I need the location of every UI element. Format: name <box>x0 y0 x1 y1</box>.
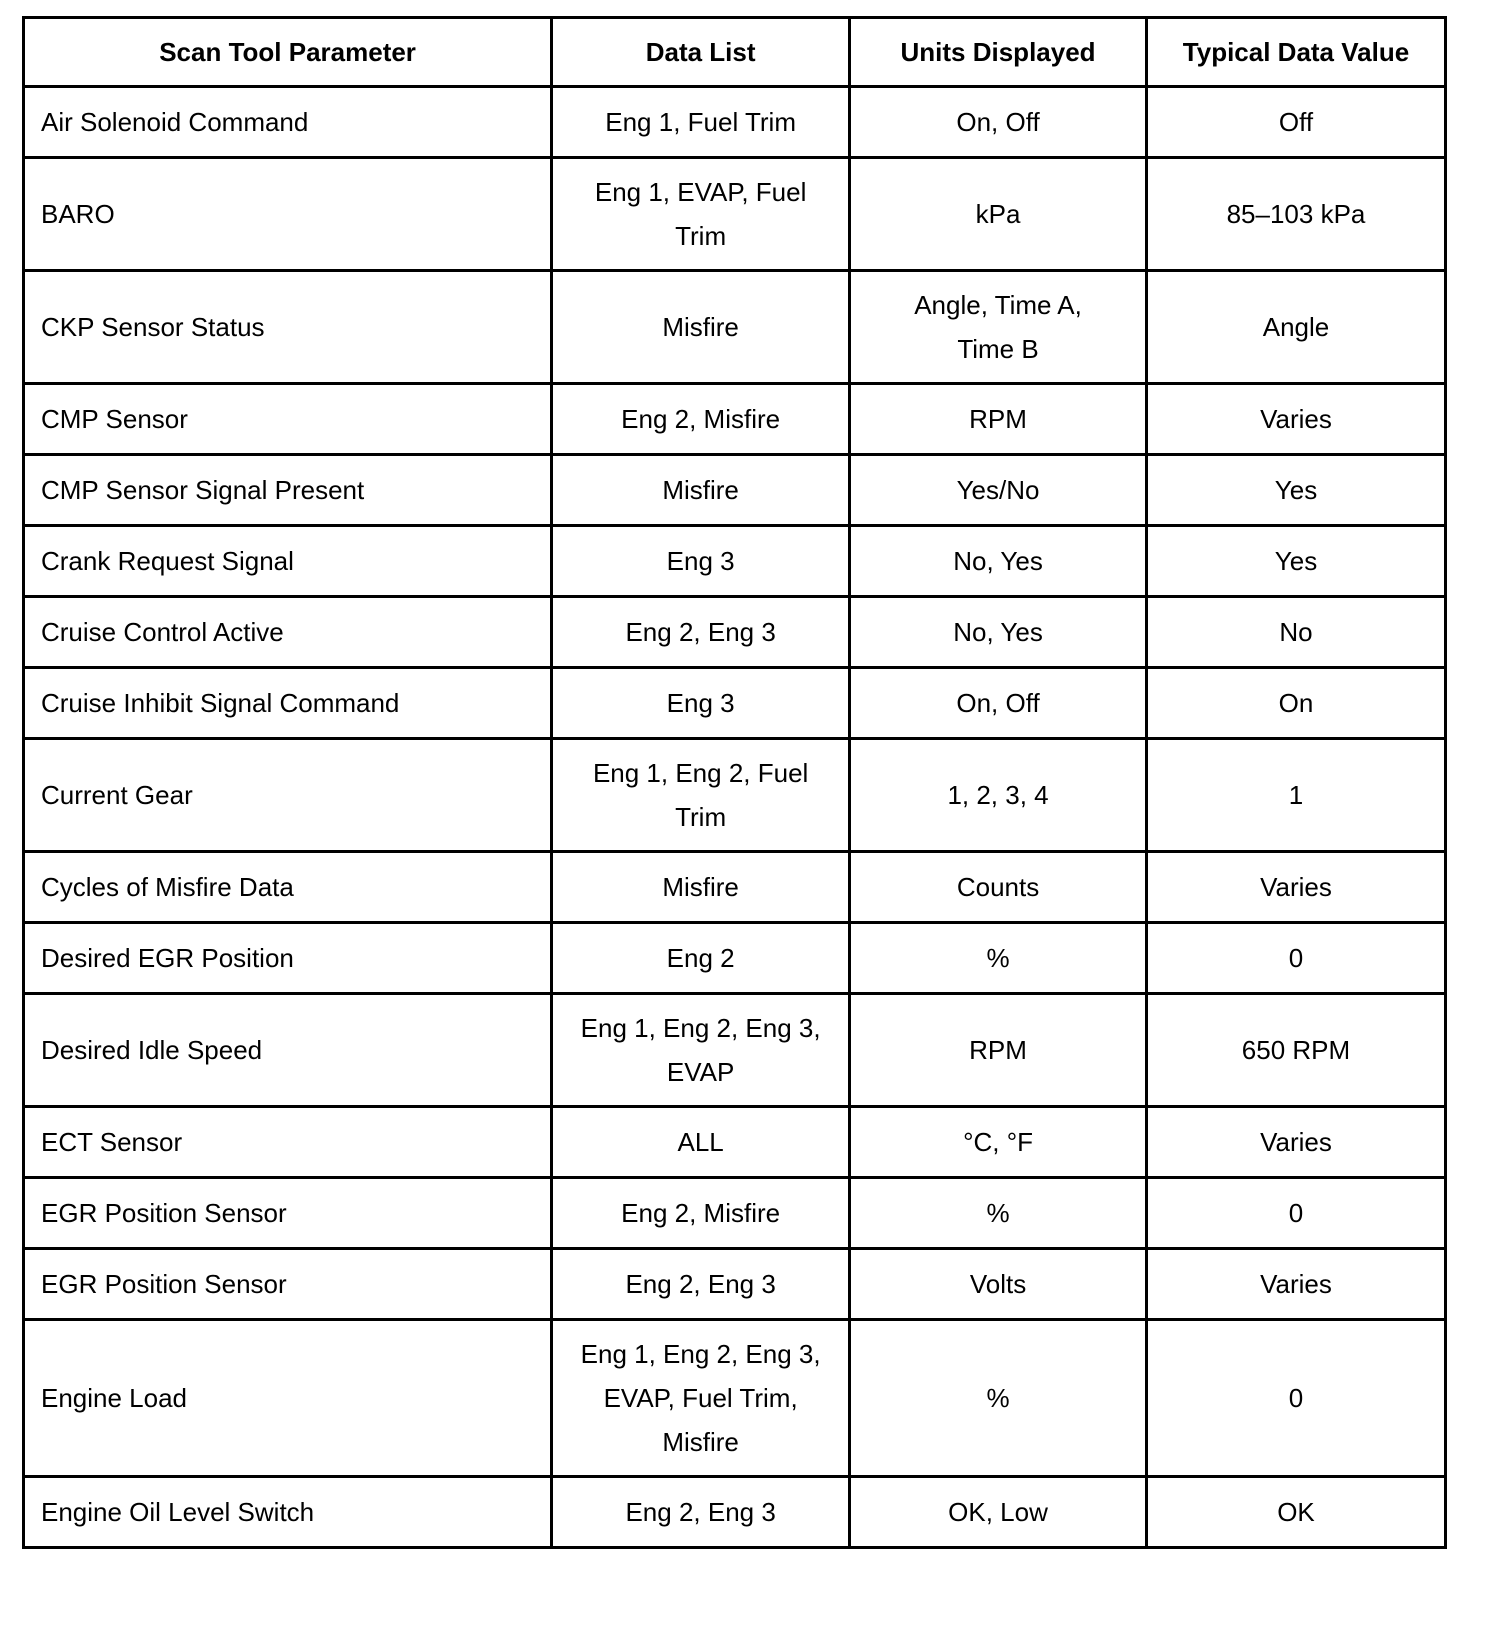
data-list-text: Eng 1, Eng 2, Fuel Trim <box>592 758 809 832</box>
units-cell: No, Yes <box>850 597 1147 668</box>
typical-value-cell: Varies <box>1146 1249 1445 1320</box>
units-cell <box>850 271 1147 384</box>
header-row <box>24 18 1446 87</box>
parameter-cell: Desired EGR Position <box>24 923 552 994</box>
typical-value-cell: Angle <box>1146 271 1445 384</box>
units-cell: On, Off <box>850 668 1147 739</box>
typical-value-cell: 1 <box>1146 739 1445 852</box>
header-data-list: Data List <box>552 18 850 87</box>
parameter-cell: Desired Idle Speed <box>24 994 552 1107</box>
header-scan-tool-parameter: Scan Tool Parameter <box>24 18 552 87</box>
data-list-text: Eng 1, Eng 2, Eng 3, EVAP, Fuel Trim, Misfire <box>580 1339 821 1457</box>
units-cell: % <box>850 923 1147 994</box>
data-list-cell: Eng 1, Fuel Trim <box>552 87 850 158</box>
table-row <box>24 384 1446 455</box>
parameter-cell: Cycles of Misfire Data <box>24 852 552 923</box>
units-cell: No, Yes <box>850 526 1147 597</box>
typical-value-cell: Yes <box>1146 526 1445 597</box>
table-row <box>24 1249 1446 1320</box>
scan-tool-data-table <box>22 16 1447 1549</box>
table-row <box>24 1477 1446 1548</box>
data-list-cell <box>552 994 850 1107</box>
table-row <box>24 739 1446 852</box>
table-row <box>24 597 1446 668</box>
table-row <box>24 852 1446 923</box>
typical-value-cell: No <box>1146 597 1445 668</box>
units-cell: °C, °F <box>850 1107 1147 1178</box>
parameter-cell: Engine Load <box>24 1320 552 1477</box>
typical-value-cell: 0 <box>1146 1178 1445 1249</box>
table-row <box>24 271 1446 384</box>
data-list-cell: Eng 3 <box>552 668 850 739</box>
data-list-cell: Eng 2, Misfire <box>552 384 850 455</box>
data-list-cell: Misfire <box>552 455 850 526</box>
units-cell: Yes/No <box>850 455 1147 526</box>
table-row <box>24 1320 1446 1477</box>
typical-value-cell: 85–103 kPa <box>1146 158 1445 271</box>
table-header <box>24 18 1446 87</box>
table-row <box>24 1178 1446 1249</box>
parameter-cell: ECT Sensor <box>24 1107 552 1178</box>
data-list-cell: Eng 2, Eng 3 <box>552 1477 850 1548</box>
table-row <box>24 923 1446 994</box>
typical-value-cell: Varies <box>1146 852 1445 923</box>
typical-value-cell: Off <box>1146 87 1445 158</box>
parameter-cell: CMP Sensor Signal Present <box>24 455 552 526</box>
typical-value-cell: 0 <box>1146 1320 1445 1477</box>
typical-value-cell: OK <box>1146 1477 1445 1548</box>
data-list-cell: Eng 2, Eng 3 <box>552 597 850 668</box>
parameter-cell: Cruise Control Active <box>24 597 552 668</box>
data-list-cell: Eng 2 <box>552 923 850 994</box>
data-list-cell: Misfire <box>552 271 850 384</box>
units-cell: Volts <box>850 1249 1147 1320</box>
parameter-cell: Cruise Inhibit Signal Command <box>24 668 552 739</box>
table-row <box>24 87 1446 158</box>
parameter-cell: EGR Position Sensor <box>24 1249 552 1320</box>
parameter-cell: Air Solenoid Command <box>24 87 552 158</box>
data-list-cell <box>552 739 850 852</box>
units-cell: Counts <box>850 852 1147 923</box>
typical-value-cell: 650 RPM <box>1146 994 1445 1107</box>
table-row <box>24 668 1446 739</box>
parameter-cell: Crank Request Signal <box>24 526 552 597</box>
parameter-cell: Current Gear <box>24 739 552 852</box>
table-row <box>24 455 1446 526</box>
typical-value-cell: Varies <box>1146 1107 1445 1178</box>
typical-value-cell: 0 <box>1146 923 1445 994</box>
parameter-cell: EGR Position Sensor <box>24 1178 552 1249</box>
data-list-cell: ALL <box>552 1107 850 1178</box>
typical-value-cell: Varies <box>1146 384 1445 455</box>
header-units-displayed: Units Displayed <box>850 18 1147 87</box>
units-cell: RPM <box>850 994 1147 1107</box>
data-list-cell <box>552 158 850 271</box>
units-cell: kPa <box>850 158 1147 271</box>
units-cell: OK, Low <box>850 1477 1147 1548</box>
table-row <box>24 994 1446 1107</box>
parameter-cell: CMP Sensor <box>24 384 552 455</box>
units-cell: % <box>850 1178 1147 1249</box>
units-cell: 1, 2, 3, 4 <box>850 739 1147 852</box>
table-body <box>24 87 1446 1548</box>
typical-value-cell: Yes <box>1146 455 1445 526</box>
data-list-text: Eng 1, EVAP, Fuel Trim <box>594 177 807 251</box>
header-typical-data-value: Typical Data Value <box>1146 18 1445 87</box>
data-list-cell <box>552 1320 850 1477</box>
parameter-cell: CKP Sensor Status <box>24 271 552 384</box>
data-list-cell: Eng 3 <box>552 526 850 597</box>
data-list-cell: Misfire <box>552 852 850 923</box>
data-list-cell: Eng 2, Eng 3 <box>552 1249 850 1320</box>
table-row <box>24 1107 1446 1178</box>
units-text: Angle, Time A, Time B <box>914 290 1082 364</box>
data-list-cell: Eng 2, Misfire <box>552 1178 850 1249</box>
table-row <box>24 526 1446 597</box>
data-list-text: Eng 1, Eng 2, Eng 3, EVAP <box>580 1013 821 1087</box>
units-cell: RPM <box>850 384 1147 455</box>
typical-value-cell: On <box>1146 668 1445 739</box>
units-cell: % <box>850 1320 1147 1477</box>
units-cell: On, Off <box>850 87 1147 158</box>
table-row <box>24 158 1446 271</box>
parameter-cell: Engine Oil Level Switch <box>24 1477 552 1548</box>
parameter-cell: BARO <box>24 158 552 271</box>
